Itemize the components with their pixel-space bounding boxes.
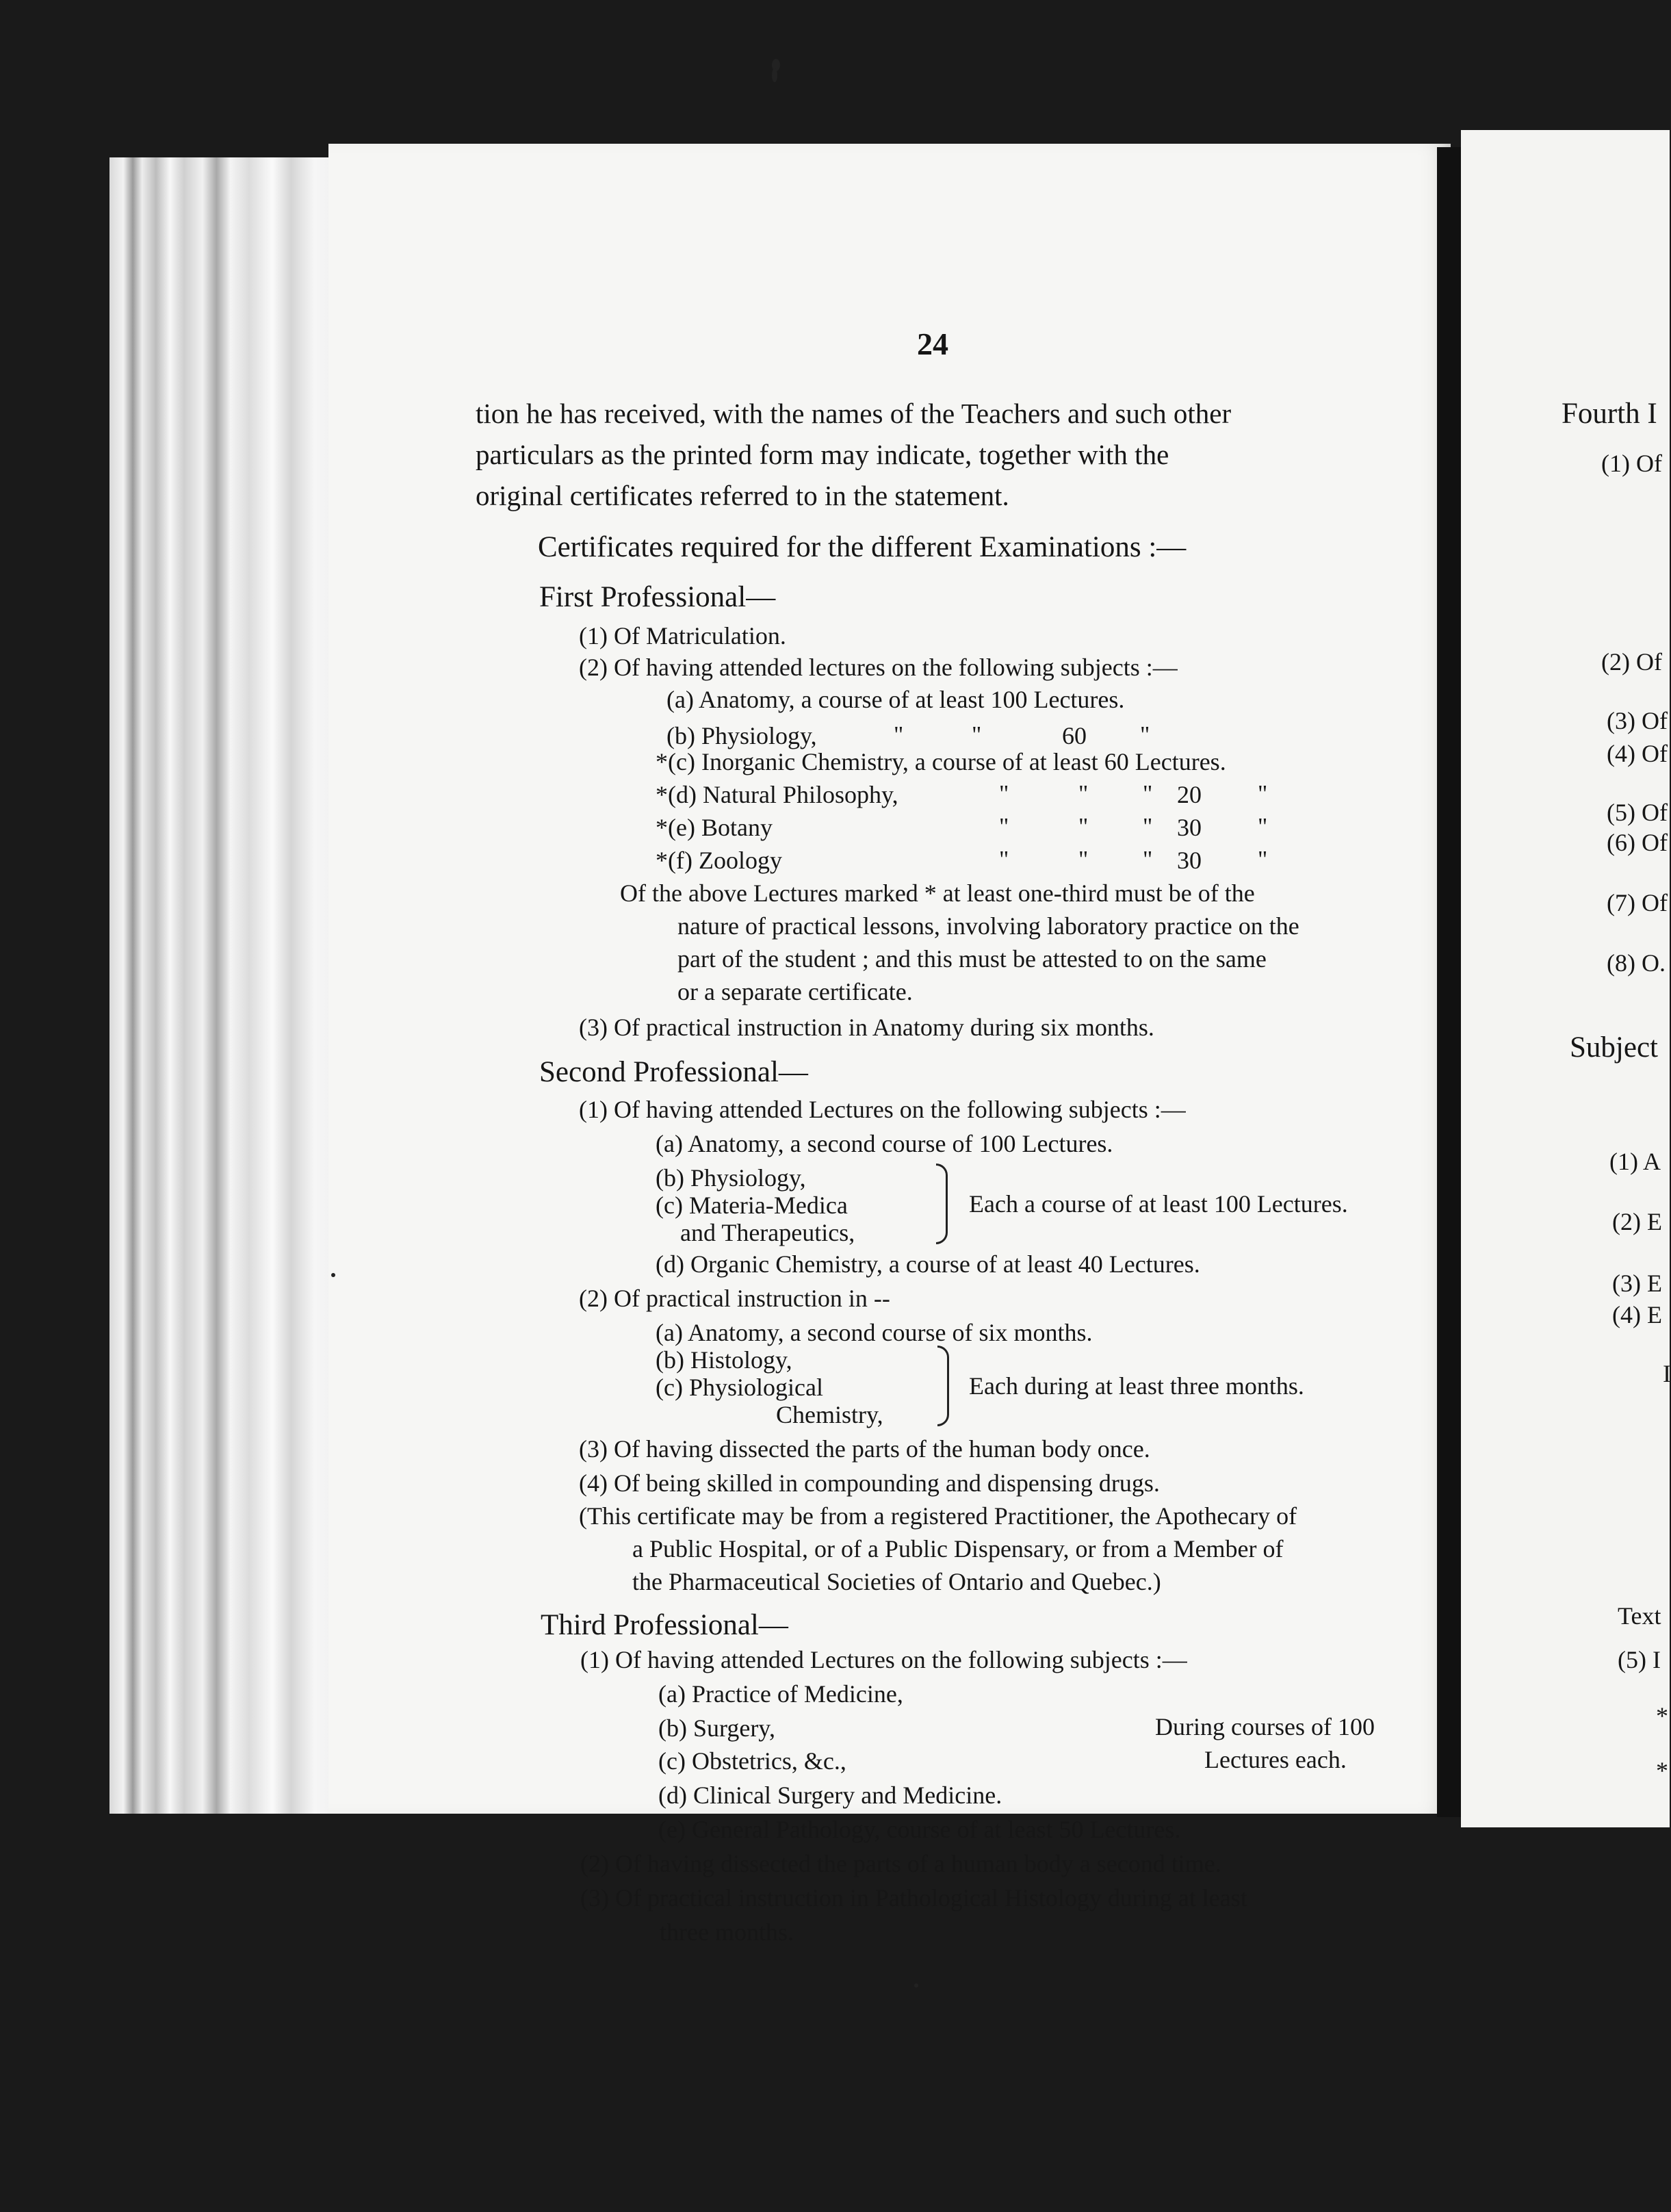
ditto-mark: " xyxy=(972,721,982,748)
ditto-mark: " xyxy=(999,780,1009,807)
right-item: (4) Of xyxy=(1607,740,1668,767)
second-item-4: (4) Of being skilled in compounding and dispensing drugs. xyxy=(579,1469,1160,1497)
second-note-line-2: a Public Hospital, or of a Public Dispensary, or from a Member of xyxy=(632,1535,1284,1562)
third-sub-d: (d) Clinical Surgery and Medicine. xyxy=(658,1782,1002,1809)
second-practical-c-cont: Chemistry, xyxy=(776,1401,883,1428)
intro-line-2: particulars as the printed form may indicate, together with the xyxy=(476,439,1169,470)
right-item: (7) Of xyxy=(1607,889,1668,916)
third-sub-c: (c) Obstetrics, &c., xyxy=(658,1747,846,1775)
right-item: * xyxy=(1656,1757,1668,1784)
first-sub-d: *(d) Natural Philosophy, xyxy=(656,781,898,808)
first-sub-a: (a) Anatomy, a course of at least 100 Lectures. xyxy=(666,686,1125,713)
third-item-3-cont: three months. xyxy=(660,1918,794,1946)
right-page xyxy=(1461,130,1670,1827)
second-sub-b: (b) Physiology, xyxy=(656,1164,806,1192)
first-note-line-1: Of the above Lectures marked * at least one-third must be of the xyxy=(620,879,1255,907)
ditto-mark: " xyxy=(1143,813,1153,840)
third-sub-b: (b) Surgery, xyxy=(658,1714,775,1742)
ditto-mark: " xyxy=(999,813,1009,840)
first-note-line-3: part of the student ; and this must be attested to on the same xyxy=(677,945,1267,973)
second-note-line-1: (This certificate may be from a registered Practitioner, the Apothecary of xyxy=(579,1502,1297,1530)
right-heading: Fourth I xyxy=(1562,398,1657,430)
right-item: I xyxy=(1663,1360,1671,1387)
ditto-mark: " xyxy=(1078,846,1089,873)
second-practical-b: (b) Histology, xyxy=(656,1346,792,1374)
third-sub-a: (a) Practice of Medicine, xyxy=(658,1680,903,1708)
certificates-heading: Certificates required for the different Examinations :— xyxy=(538,531,1187,563)
first-b-count: 60 xyxy=(1062,722,1087,749)
third-side-note-2: Lectures each. xyxy=(1204,1746,1347,1773)
ditto-mark: " xyxy=(1143,780,1153,807)
third-side-note-1: During courses of 100 xyxy=(1155,1713,1375,1740)
second-brace-text-1: Each a course of at least 100 Lectures. xyxy=(969,1190,1348,1218)
scan-speck xyxy=(914,1983,918,1988)
first-item-1: (1) Of Matriculation. xyxy=(579,622,786,650)
ditto-mark: " xyxy=(1078,780,1089,807)
first-professional-heading: First Professional— xyxy=(539,581,776,613)
first-sub-e: *(e) Botany xyxy=(656,814,773,841)
right-item: (1) Of xyxy=(1601,450,1662,477)
first-f-count: 30 xyxy=(1177,847,1202,874)
second-item-3: (3) Of having dissected the parts of the human body once. xyxy=(579,1435,1150,1463)
third-item-3: (3) Of practical instruction in Pathological Histology during at least xyxy=(580,1884,1247,1912)
right-item: (3) Of xyxy=(1607,707,1668,734)
right-item: (4) E xyxy=(1612,1301,1662,1328)
third-item-1: (1) Of having attended Lectures on the following subjects :— xyxy=(580,1646,1187,1673)
ditto-mark: " xyxy=(894,721,904,748)
second-sub-a: (a) Anatomy, a second course of 100 Lectures. xyxy=(656,1130,1113,1157)
right-item: (5) I xyxy=(1618,1646,1661,1673)
second-sub-c: (c) Materia-Medica xyxy=(656,1192,848,1219)
first-note-line-2: nature of practical lessons, involving laboratory practice on the xyxy=(677,912,1299,940)
right-item: (1) A xyxy=(1609,1148,1661,1175)
first-item-2: (2) Of having attended lectures on the following subjects :— xyxy=(579,654,1178,681)
right-item: (8) O. xyxy=(1607,949,1666,977)
first-d-count: 20 xyxy=(1177,781,1202,808)
book-page-edges xyxy=(109,157,342,1814)
right-item: (6) Of xyxy=(1607,829,1668,856)
intro-line-1: tion he has received, with the names of the Teachers and such other xyxy=(476,398,1232,429)
ditto-mark: " xyxy=(1258,813,1268,840)
right-item: (2) Of xyxy=(1601,648,1662,676)
first-sub-c: *(c) Inorganic Chemistry, a course of at least 60 Lectures. xyxy=(656,748,1226,775)
second-item-2: (2) Of practical instruction in -- xyxy=(579,1285,890,1312)
right-item: * xyxy=(1656,1702,1668,1729)
scan-speck xyxy=(331,1273,335,1277)
ditto-mark: " xyxy=(1258,846,1268,873)
right-item: (5) Of xyxy=(1607,799,1668,826)
ditto-mark: " xyxy=(1143,846,1153,873)
first-sub-f: *(f) Zoology xyxy=(656,847,782,874)
second-professional-heading: Second Professional— xyxy=(539,1056,808,1088)
page-number: 24 xyxy=(917,326,948,361)
second-sub-d: (d) Organic Chemistry, a course of at least 40 Lectures. xyxy=(656,1250,1200,1278)
brace xyxy=(937,1346,949,1426)
ditto-mark: " xyxy=(999,846,1009,873)
first-note-line-4: or a separate certificate. xyxy=(677,978,913,1005)
first-sub-b: (b) Physiology, xyxy=(666,722,817,749)
first-e-count: 30 xyxy=(1177,814,1202,841)
third-item-2: (2) Of having dissected the parts of a human body a second time. xyxy=(580,1850,1221,1877)
third-sub-e: (e) General Pathology, course of at least 50 Lectures. xyxy=(658,1816,1181,1843)
ditto-mark: " xyxy=(1140,721,1150,748)
right-subheading: Subject xyxy=(1570,1031,1658,1064)
second-practical-c: (c) Physiological xyxy=(656,1374,823,1401)
second-sub-c-cont: and Therapeutics, xyxy=(680,1219,855,1246)
second-item-1: (1) Of having attended Lectures on the following subjects :— xyxy=(579,1096,1186,1123)
second-note-line-3: the Pharmaceutical Societies of Ontario and Quebec.) xyxy=(632,1568,1161,1595)
ditto-mark: " xyxy=(1078,813,1089,840)
first-item-3: (3) Of practical instruction in Anatomy during six months. xyxy=(579,1014,1154,1041)
right-item: (3) E xyxy=(1612,1270,1662,1297)
right-item: Text xyxy=(1618,1602,1661,1630)
intro-line-3: original certificates referred to in the statement. xyxy=(476,480,1009,511)
ditto-mark: " xyxy=(1258,780,1268,807)
second-practical-a: (a) Anatomy, a second course of six months. xyxy=(656,1319,1093,1346)
book-spine xyxy=(1437,147,1464,1817)
brace xyxy=(936,1163,948,1244)
third-professional-heading: Third Professional— xyxy=(541,1609,788,1641)
second-brace-text-2: Each during at least three months. xyxy=(969,1372,1304,1400)
scan-speck xyxy=(772,68,777,82)
right-item: (2) E xyxy=(1612,1208,1662,1235)
